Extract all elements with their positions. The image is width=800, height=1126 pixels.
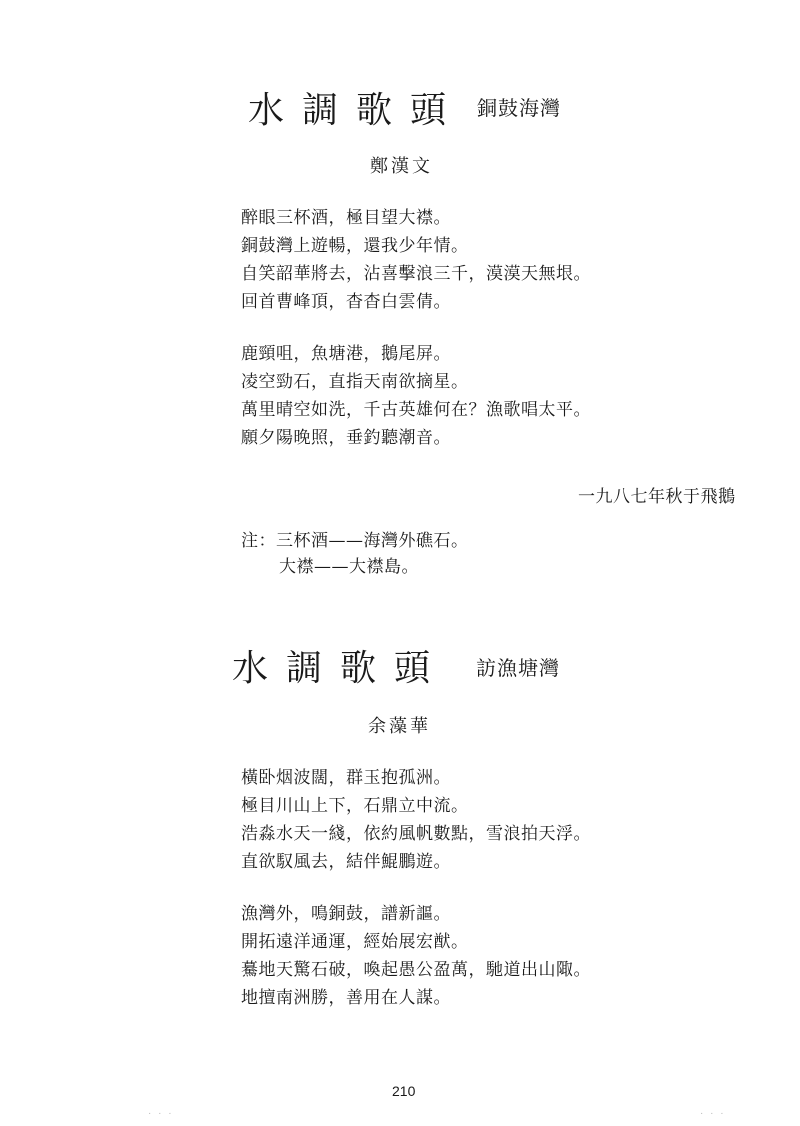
poem-line: 回首曹峰頂，杳杳白雲倩。 [241, 292, 451, 312]
scan-artifact-left: · · · [148, 1108, 174, 1119]
poem-author: 余藻華 [368, 716, 431, 737]
poem-line: 萬里晴空如洗，千古英雄何在？漁歌唱太平。 [241, 400, 591, 420]
poem-line: 地擅南洲勝，善用在人謀。 [241, 988, 451, 1008]
note-line: 注：三杯酒——海灣外礁石。 [241, 531, 469, 551]
poem-title: 水調歌頭 [232, 648, 449, 689]
poem-notes [241, 528, 469, 580]
poem-line: 浩淼水天一綫，依約風帆數點，雪浪拍天浮。 [241, 824, 591, 844]
poem-line: 銅鼓灣上遊暢，還我少年情。 [241, 236, 469, 256]
poem-subtitle: 銅鼓海灣 [477, 96, 561, 120]
poem-author: 鄭漢文 [370, 156, 433, 177]
page-number: 210 [392, 1083, 416, 1099]
poem-title: 水調歌頭 [248, 90, 465, 131]
poem-line: 開拓遠洋通運，經始展宏猷。 [241, 932, 469, 952]
note-line: 大襟——大襟島。 [279, 557, 419, 577]
poem-line: 自笑韶華將去，沾喜擊浪三千，漠漠天無垠。 [241, 264, 591, 284]
poem-line: 願夕陽晚照，垂釣聽潮音。 [241, 428, 451, 448]
poem-line: 漁灣外，鳴銅鼓，譜新謳。 [241, 904, 451, 924]
composition-date: 一九八七年秋于飛鵝 [578, 487, 736, 507]
poem-line: 鹿頸咀，魚塘港，鵝尾屏。 [241, 344, 451, 364]
poem-line: 橫卧烟波闊，群玉抱孤洲。 [241, 768, 451, 788]
poem-line: 醉眼三杯酒，極目望大襟。 [241, 208, 451, 228]
scan-artifact-right: · · · [700, 1108, 726, 1119]
poem-line: 直欲馭風去，結伴鯤鵬遊。 [241, 852, 451, 872]
poem-body [241, 204, 591, 452]
poem-line: 極目川山上下，石鼎立中流。 [241, 796, 469, 816]
poem-line: 凌空勁石，直指天南欲摘星。 [241, 372, 469, 392]
poem-line: 驀地天驚石破，喚起愚公盈萬，馳道出山陬。 [241, 960, 591, 980]
poem-body [241, 764, 591, 1012]
poem-subtitle: 訪漁塘灣 [476, 656, 560, 680]
